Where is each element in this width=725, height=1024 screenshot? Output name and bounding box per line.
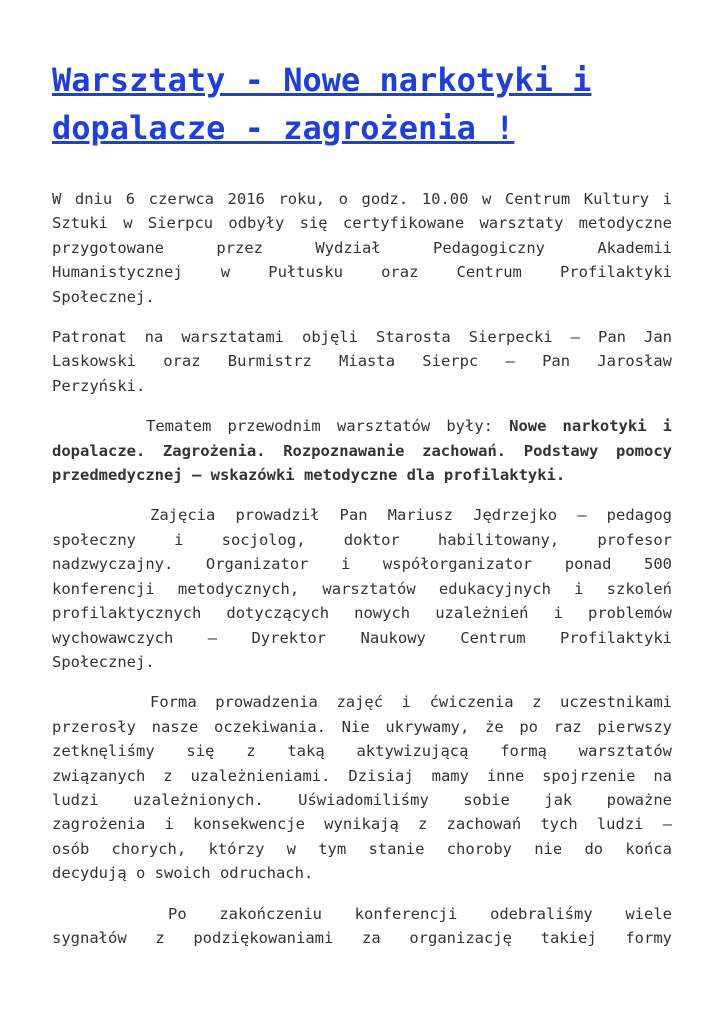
text-line: wychowawczych – Dyrektor Naukowy Centrum Profilaktyki bbox=[52, 628, 672, 647]
text-line: konferencji metodycznych, warsztatów edukacyjnych i szkoleń bbox=[52, 579, 672, 598]
text-line: związanych z uzależnieniami. Dzisiaj mamy inne spojrzenie na bbox=[52, 766, 672, 785]
topic-bold-text: Nowe narkotyki i bbox=[509, 417, 672, 436]
text-line: Forma prowadzenia zajęć i ćwiczenia z uczestnikami bbox=[150, 693, 672, 712]
title-line[interactable]: dopalacze - zagrożenia ! bbox=[52, 109, 515, 147]
topic-lead-text: Tematem przewodnim warsztatów były: bbox=[146, 417, 510, 436]
text-line: Społecznej. bbox=[52, 287, 155, 306]
text-line: przerosły nasze oczekiwania. Nie ukrywamy, że po raz pierwszy bbox=[52, 717, 672, 736]
text-line: ludzi uzależnionych. Uświadomiliśmy sobie jak poważne bbox=[52, 790, 672, 809]
text-line: W dniu 6 czerwca 2016 roku, o godz. 10.00 w Centrum Kultury i bbox=[52, 190, 672, 208]
article-title-link[interactable] bbox=[52, 56, 672, 152]
text-line: zetknęliśmy się z taką aktywizującą formą warsztatów bbox=[52, 742, 672, 761]
paragraph-patronage bbox=[52, 325, 672, 398]
paragraph-instructor bbox=[52, 503, 672, 674]
text-line bbox=[52, 414, 672, 438]
text-line: przygotowane przez Wydział Pedagogiczny Akademii bbox=[52, 238, 672, 257]
text-line: zagrożenia i konsekwencje wynikają z zachowań tych ludzi – bbox=[52, 815, 672, 834]
title-line[interactable]: Warsztaty - Nowe narkotyki i bbox=[52, 61, 592, 99]
text-line: Po zakończeniu konferencji odebraliśmy wiele bbox=[168, 904, 672, 923]
paragraph-impressions bbox=[52, 690, 672, 885]
text-line: decydują o swoich odruchach. bbox=[52, 864, 314, 883]
text-line: Patronat na warsztatami objęli Starosta Sierpecki – Pan Jan bbox=[52, 328, 672, 347]
article bbox=[52, 56, 672, 947]
text-line: Zajęcia prowadził Pan Mariusz Jędrzejko – pedagog bbox=[150, 506, 672, 525]
text-line: profilaktycznych dotyczących nowych uzależnień i problemów bbox=[52, 604, 672, 623]
text-line: Laskowski oraz Burmistrz Miasta Sierpc – Pan Jarosław bbox=[52, 352, 672, 371]
topic-bold-line: przedmedycznej – wskazówki metodyczne dla profilaktyki. bbox=[52, 466, 566, 485]
text-line: społeczny i socjolog, doktor habilitowany, profesor bbox=[52, 530, 672, 549]
topic-bold-line: dopalacze. Zagrożenia. Rozpoznawanie zachowań. Podstawy pomocy bbox=[52, 441, 672, 460]
paragraph-feedback bbox=[52, 902, 672, 951]
text-line: osób chorych, którzy w tym stanie choroby nie do końca bbox=[52, 839, 672, 858]
paragraph-intro bbox=[52, 187, 672, 309]
text-line: Perzyński. bbox=[52, 376, 146, 395]
text-line: Sztuki w Sierpcu odbyły się certyfikowane warsztaty metodyczne bbox=[52, 214, 672, 233]
text-line: Humanistycznej w Pułtusku oraz Centrum Profilaktyki bbox=[52, 263, 672, 282]
text-line: sygnałów z podziękowaniami za organizację takiej formy bbox=[52, 928, 672, 947]
article-body bbox=[52, 187, 672, 966]
text-line: nadzwyczajny. Organizator i współorganizator ponad 500 bbox=[52, 555, 672, 574]
paragraph-topic bbox=[52, 414, 672, 487]
text-line: Społecznej. bbox=[52, 652, 155, 671]
